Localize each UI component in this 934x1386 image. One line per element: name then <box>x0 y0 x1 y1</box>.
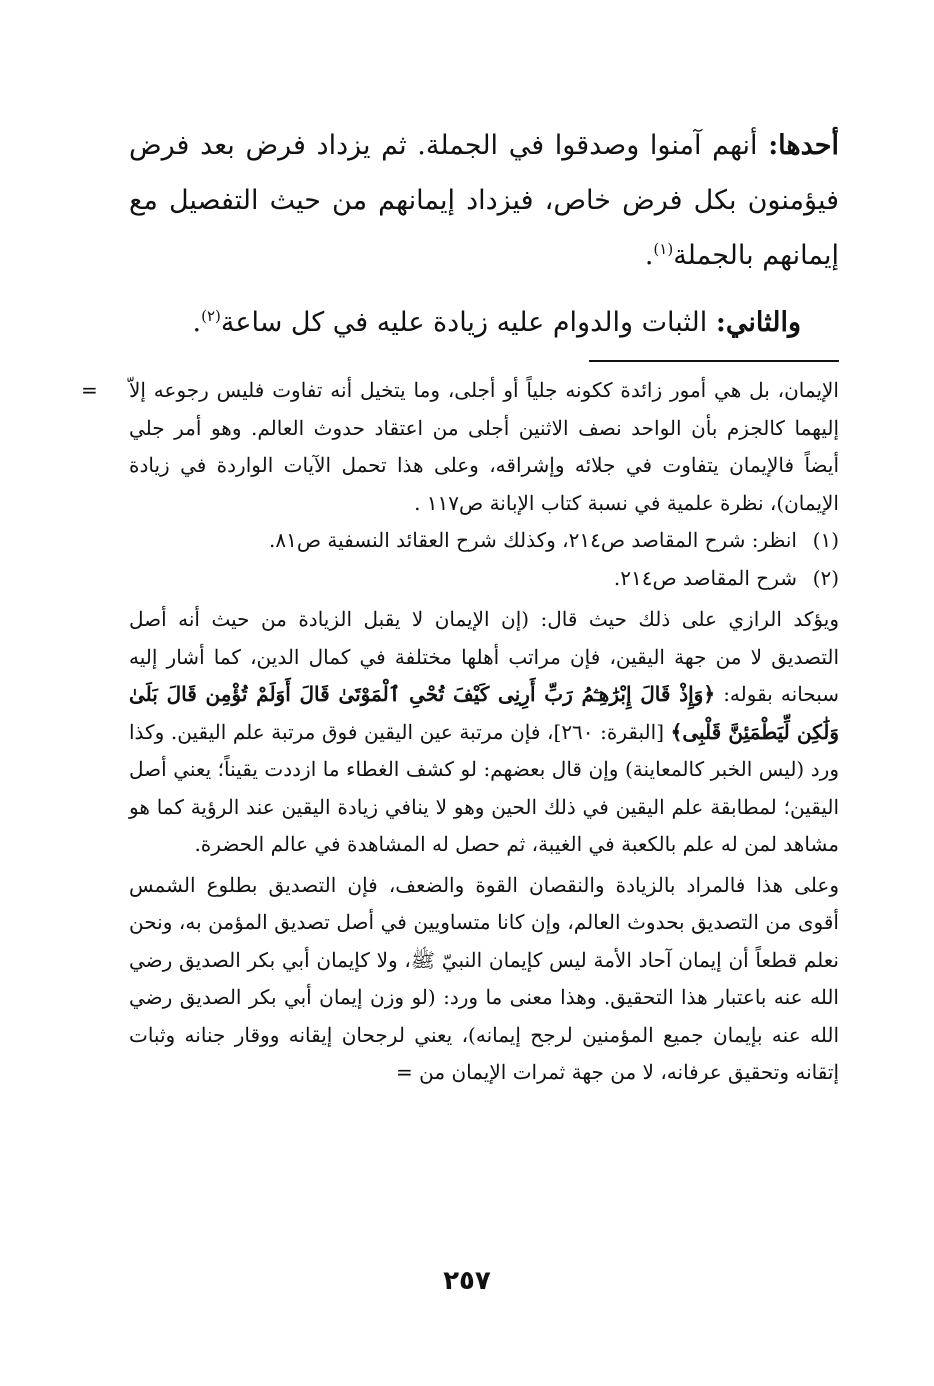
footnote-paragraph-text: [البقرة: ٢٦٠]، فإن مرتبة عين اليقين فوق مرتبة علم اليقين. وكذا ورد (ليس الخبر كالمعاينة) وإن قال بعضهم: لو كشف الغطاء ما ازددت يقيناً؛ يعني أصل اليقين؛ لمطابقة علم اليقين في ذلك الحين وهو لا ينافي زيادة اليقين عند الرؤية كما هو مشاهد لمن له علم بالكعبة في الغيبة، ثم حصل له المشاهدة في عالم الحضرة. <box>129 719 839 856</box>
paragraph-second <box>129 295 839 350</box>
footnote-2 <box>129 560 839 598</box>
continuation-mark: = <box>396 1060 413 1084</box>
footnote-number: (١) <box>812 528 839 552</box>
footnote-text: انظر: شرح المقاصد ص٢١٤، وكذلك شرح العقائد النسفية ص٨١. <box>269 528 797 552</box>
footnotes <box>81 372 840 1092</box>
paragraph-end: . <box>644 240 654 271</box>
footnote-1 <box>129 522 839 560</box>
paragraph-body: الثبات والدوام عليه زيادة عليه في كل ساعة <box>220 307 716 338</box>
paragraph-first <box>129 118 839 283</box>
footnote-separator <box>589 360 839 362</box>
footnote-paragraph-text: وعلى هذا فالمراد بالزيادة والنقصان القوة والضعف، فإن التصديق بطلوع الشمس أقوى من التصديق بحدوث العالم، وإن كانا متساويين في أصل تصديق المؤمن به، ونحن نعلم قطعاً أن إيمان آحاد الأمة ليس كإيمان النبيّ ﷺ، ولا كإيمان أبي بكر الصديق رضي الله عنه باعتبار هذا التحقيق. وهذا معنى ما ورد: (لو وزن إيمان أبي بكر الصديق رضي الله عنه بإيمان جميع المؤمنين لرجح إيمانه)، يعني لرجحان إيقانه ووقار جنانه وثبات إتقانه وتحقيق عرفانه، لا من جهة ثمرات الإيمان من <box>129 872 839 1084</box>
footnote-ref: (١) <box>653 240 674 258</box>
paragraph-end: . <box>192 307 202 338</box>
footnote-ref: (٢) <box>201 307 221 325</box>
continuation-text: الإيمان، بل هي أمور زائدة ككونه جلياً أو أجلى، وما يتخيل أنه تفاوت فليس رجوعه إلاّ إليهما كالجزم بأن الواحد نصف الاثنين أجلى من اعتقاد حدوث العالم. وهو أمر جلي أيضاً فالإيمان يتفاوت في جلائه وإشراقه، وعلى هذا تحمل الآيات الواردة في زيادة الإيمان)، نظرة علمية في نسبة كتاب الإبانة ص١١٧ . <box>129 378 840 515</box>
paragraph-body: أنهم آمنوا وصدقوا في الجملة. ثم يزداد فرض بعد فرض فيؤمنون بكل فرض خاص، فيزداد إيمانهم من حيث التفصيل مع إيمانهم بالجملة <box>129 130 839 271</box>
footnote-paragraph-text: ويؤكد الرازي على ذلك حيث قال: (إن الإيمان لا يقبل الزيادة من حيث أنه أصل التصديق لا من جهة اليقين، فإن مراتب أهلها مختلفة في كمال الدين، كما أشار إليه سبحانه بقوله: <box>129 607 839 706</box>
footnote-continuation <box>81 372 840 522</box>
main-text <box>129 118 839 350</box>
paragraph-lead: والثاني: <box>715 307 801 338</box>
footnote-text: شرح المقاصد ص٢١٤. <box>613 565 797 590</box>
footnote-paragraph <box>129 601 839 864</box>
footnote-number: (٢) <box>812 565 839 590</box>
page-number: ٢٥٧ <box>443 1266 491 1296</box>
footnote-2-body <box>129 601 839 1092</box>
footnote-paragraph <box>129 867 839 1092</box>
continuation-mark: = <box>81 378 98 402</box>
paragraph-lead: أحدها: <box>768 130 839 161</box>
quran-verse: ﴿وَإِذْ قَالَ إِبْرَٰهِـۧمُ رَبِّ أَرِنِى كَيْفَ تُحْىِ ٱلْمَوْتَىٰ قَالَ أَوَلَمْ تُؤْمِن قَالَ بَلَىٰ وَلَٰكِن لِّيَطْمَئِنَّ قَلْبِى﴾ <box>129 682 839 744</box>
